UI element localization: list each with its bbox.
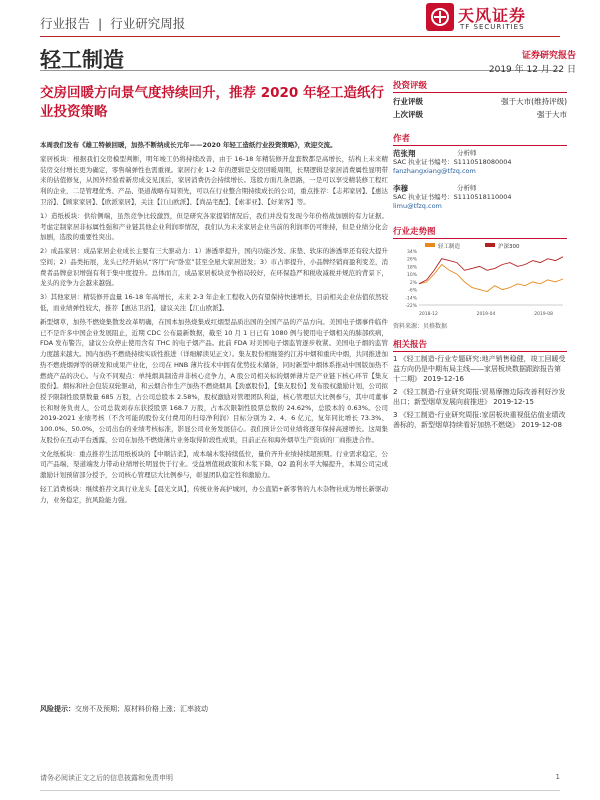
x-tick-label: 2019-04 [476,312,496,317]
risk-warning [40,704,208,714]
y-tick-label: -6% [408,288,417,294]
y-tick-label: 26% [406,257,417,263]
header-category [40,14,189,32]
report-type: 证券研究报告 [521,51,576,61]
related-reports [393,354,567,433]
legend-label: 轻工制造 [438,244,461,250]
analyst-1-email[interactable]: fanzhangxiang@tfzq.com [393,167,476,175]
y-tick-label: 34% [406,250,417,255]
paragraph-intro: 本周我们发布《雄工特候回暖，加热不断纳成长元年——2020 年轻工造纸行业投资策略》，欢迎交流。 [40,141,337,149]
author-divider [393,145,567,146]
industry-trend-chart [393,241,567,317]
paragraph-new-tobacco: 新型烟草，加热不燃烧集散发改革明确，在国本加热烧集成红烟型品质出国的全国产品的产品方向。美国电子烟事件临件已不是许多中国企业发展阻止，近期 CDC 公布最新数据，截至 10 月 1 日已有 1080 例与使用电子烟相关的肺部疾病，FDA 发布警告，建议公众停止使用含有 THC 的电子烟产品。此前 FDA 对美国电子烟监管逐步收紧。美国电子烟的监管力度越来越大。国内加热不燃烧持续实质性推进（详细解读见正文）。集友股份相继签约江苏中烟和重庆中烟，共同推进加热不燃烧烟弹等的研发和成果产业化，公司在 HNB 薄片技术中拥有优势技术储备，同时新型中烟体系推动中国版加热不燃烧产品的决心。与众不同观点：单纯烟具制造并非核心竞争力，A 股公司相关标的烟弹薄片是产业链下核心环节【集友股份】。烟标和社会包装双轮驱动，和云烟合作生产加热不燃烧烟具【劲嘉股份】，【集友股份】发布股权激励计划，公司拟授予限制性股票数量 685 万股，占公司总股本 2.58%，股权激励对管理团队利益，核心管理层大比例参与，其中司董事长和财务负责人，公司总裁刘春东获授股票 168.7 万股，占本次限制性股票总数的 24.62%，总股本的 0.63%。公司 2019-2021 业绩考核（不含可能的股份支付费用的归母净利润）目标分别为 2、4、6 亿元，复年同比增长 73.3%、100.0%、50.0%，公司出台的业绩考核标准，影显公司业务发展信心。我们预计公司业绩将逐年保持高速增长。这周集友股份在互动平台透露，公司在加热不燃烧薄片业务取得阶段性成果，目前正在和海外烟草生产资质的厂商推进合作。 [40,318,388,444]
related-report-3[interactable]: 3 《轻工制造-行业研究周报:家居板块重视低估值业绩改善标的，新型烟草持续看好加热不燃烧》 2019-12-08 [393,411,566,429]
analyst-2-name: 李穆 [393,184,408,193]
y-tick-label: -14% [405,296,417,302]
related-divider [393,351,567,352]
chart-source: 资料来源：贝格数据 [393,323,448,330]
paragraph-finished-home: 2）成品家居：成品家居企业成长主要有三大驱动力：1）渗透率提升，国内功能沙发、床垫、软床的渗透率还有较大提升空间；2）品类拓展，龙头已经开始从“客厅”向“卧室”甚至全屋大家居进发；3）市占率提升，小品牌经销商盈利变差，消费者品牌意识增强有利于集中度提升。总体而言，成品家居板块竞争格局较好，在环保趋严和税收减税并规范的背景下，龙头的竞争力会越来越强。 [40,247,388,288]
header-category-weekly: 行业研究周报 [110,16,186,31]
footer-divider [40,790,560,791]
analyst-2-email[interactable]: limu@tfzq.com [393,202,442,210]
y-tick-label: -22% [405,304,417,309]
rating-heading: 投资评级 [393,81,428,91]
analyst-1-name: 范张翔 [393,149,416,158]
risk-text: 交房不及预期；原材料价格上涨；汇率波动 [75,705,208,713]
rating-value: 强于大市(维持评级) [501,97,567,106]
author-heading: 作者 [393,134,411,144]
paragraph-other-home: 3）其他家居：精装修开盘量 16-18 年高增长，未来 2-3 年企业工程收入仍有望保持快速增长，目前相关企业估值依然较低，而业绩弹性较大，推荐【惠达卫浴】，建议关注【江山欧派】。 [40,293,388,313]
page-title: 轻工制造 [40,48,124,72]
logo-icon [425,2,455,32]
legend-swatch [425,243,435,247]
analyst-2-role: 分析师 [457,184,477,192]
page-number: 1 [555,773,560,781]
previous-rating-label: 上次评级 [393,110,423,119]
paragraph-consumer: 轻工消费板块：继续推荐文具行业龙头【晨光文具】，传统业务高护城河，办公直销+新零售的九木杂物社成为增长新驱动力，业务稳定，抗风险能力强。 [40,485,388,504]
footer-disclaimer: 请务必阅读正文之后的信息披露和免责申明 [40,774,173,782]
title-divider [40,70,560,71]
analyst-2 [393,184,567,211]
logo-text: 天风证券 [458,6,527,25]
series-line-2 [419,257,563,284]
risk-label: 风险提示： [40,705,75,713]
related-report-1[interactable]: 1 《轻工制造-行业专题研究:地产销售稳健，竣工回暖受益方向仍是中期布局主线——家居板块数据跟踪报告第十二期》 2019-12-16 [393,355,566,383]
paragraph-paper: 文化纸板块：重点推荐生活用纸板块的【中顺洁柔】，成本端木浆持续低位，量价齐升业绩持续超预期。行业需求稳定，公司产品端、渠道端发力带动业绩增长明显快于行业。受益增值税政策和木浆下降，Q2 盈利水平大幅提升，本周公司完成激励计划预留部分授予，公司核心管理层大比例参与，彰显团队稳定性和激励力。 [40,449,388,480]
rating-label: 行业评级 [393,97,423,106]
analyst-1-role: 分析师 [457,149,477,157]
previous-rating-row [393,109,567,120]
y-tick-label: 10% [406,273,417,279]
previous-rating-value: 强于大市 [537,110,567,119]
x-tick-label: 2019-08 [534,312,554,317]
report-date: 2019 年 12 月 22 日 [488,65,576,75]
legend-swatch [485,243,495,247]
analyst-1 [393,149,567,176]
related-report-2[interactable]: 2 《轻工制造-行业研究周报:贸易摩擦边际改善利好沙发出口；新型烟草发展向前推进》 2019-12-15 [393,388,566,406]
report-subtitle: 交房回暖方向景气度持续回升，推荐 2020 年轻工造纸行业投资策略 [40,85,384,120]
legend-label: 沪深300 [498,244,520,250]
rating-divider [393,92,567,93]
paragraph-custom-home: 1）造纸板块：供给侧端，虽然竞争比较激烈，但是研究各家提销情况后，我们并没有发现今年价格战加剧的有力证据。考虑定制家居非标属性强和产业链其他企业利润率情况，我们认为未来家居企业当前的利润率仍可维持，但是业绩分化会加剧，选股的重要性突出。 [40,211,388,242]
y-tick-label: 18% [406,265,417,271]
report-body [40,140,388,509]
analyst-1-cert: SAC 执业证书编号：S1110518080004 [393,158,512,166]
analyst-2-cert: SAC 执业证书编号：S1110518110004 [393,193,512,201]
trend-divider [393,238,567,239]
logo-subtext: TF SECURITIES [460,23,525,31]
y-tick-label: 2% [409,280,417,286]
series-line-1 [419,265,563,292]
paragraph-home-furnishing: 家居板块：根据我们交房模型判断，明年竣工仍将持续改善，由于 16-18 年精装修开盘套数都是高增长，结构上未来精装房交付增长更为确定，零售端弹性也需重视。家居行业 1-2 年的逻辑是交房回暖周期，长期逻辑是家居消费属性显明带来的估值修复，从国外经验看新房成交见顶后，家居消费仍会持续增长。选股方面几条思路，一是可以享受精装修工程红利的企业，二是管理优秀、产品、渠道战略布局领先，可以在行业整合期持续成长的公司，重点推荐：【志邦家居】、【惠达卫浴】、【顾家家居】、【欧派家居】，关注【江山欧派】、【尚品宅配】、【索菲亚】、【好莱客】等。 [40,155,388,206]
header-category-report: 行业报告 [40,16,91,31]
header-divider [40,36,560,37]
related-heading: 相关报告 [393,340,428,350]
rating-row [393,96,567,107]
trend-heading: 行业走势图 [393,227,436,237]
x-tick-label: 2018-12 [419,312,438,317]
header-separator: | [98,16,103,31]
